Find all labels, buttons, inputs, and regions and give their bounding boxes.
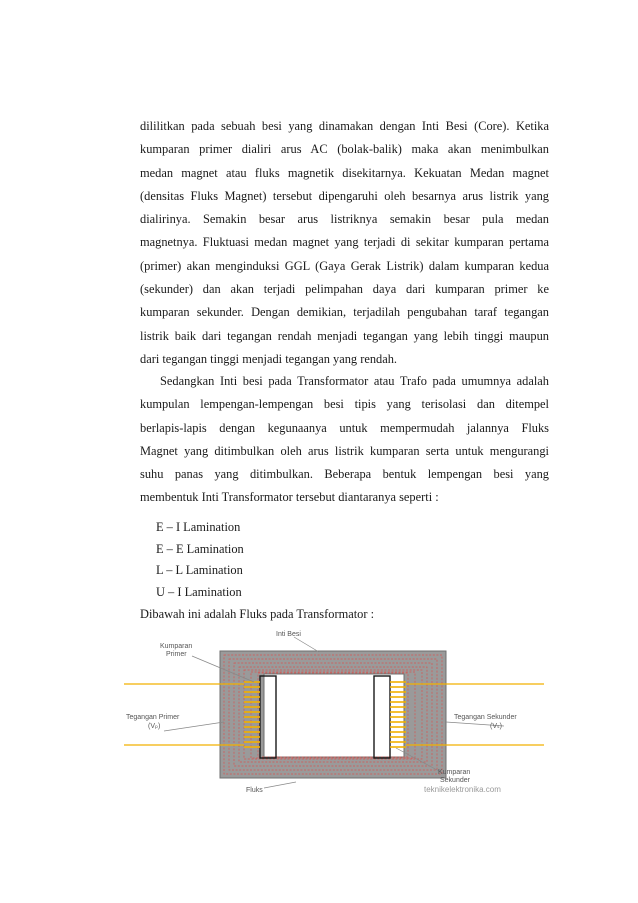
label-primary-voltage-1: Tegangan Primer (126, 714, 180, 721)
lamination-list (156, 517, 244, 603)
text-line: magnetnya. Fluktuasi medan magnet yang terjadi di sekitar kumparan pertama (140, 235, 549, 250)
paragraph-transformer-principle (140, 115, 549, 371)
text-line: kumpulan lempengan-lempengan besi tipis yang terisolasi dan ditempel (140, 397, 549, 412)
label-secondary-voltage-1: Tegangan Sekunder (454, 714, 517, 721)
label-secondary-coil-2: Sekunder (440, 777, 470, 784)
text-line: suhu panas yang ditimbulkan. Beberapa bentuk lempengan besi yang (140, 467, 549, 482)
label-secondary-coil-1: Kumparan (438, 769, 471, 776)
text-line: (densitas Fluks Magnet) tersebut dipengaruhi oleh besarnya arus listrik yang (140, 188, 549, 203)
list-item: U – I Lamination (156, 584, 242, 599)
text-line: dililitkan pada sebuah besi yang dinamakan dengan Inti Besi (Core). Ketika (140, 119, 549, 133)
label-primary-coil-2: Primer (166, 651, 187, 658)
label-secondary-voltage-2: (Vₛ) (490, 723, 502, 730)
text-line: kumparan primer dialiri arus AC (bolak-balik) maka akan menimbulkan (140, 142, 549, 157)
figure-caption: Dibawah ini adalah Fluks pada Transformator : (140, 607, 375, 621)
label-primary-coil-1: Kumparan (160, 643, 193, 650)
label-core: Inti Besi (276, 631, 301, 638)
text-line: (sekunder) dan akan terjadi pelimpahan daya dari kumparan primer ke (140, 282, 549, 297)
text-line: berlapis-lapis dengan kegunaanya untuk mempermudah jalannya Fluks (140, 420, 549, 435)
list-item: L – L Lamination (156, 563, 243, 577)
paragraph-iron-core (140, 370, 549, 510)
list-item: E – I Lamination (156, 520, 241, 534)
watermark-text: teknikelektronika.com (424, 785, 501, 794)
label-primary-voltage-2: (Vₚ) (148, 723, 161, 730)
iron-core (220, 651, 446, 778)
label-flux: Fluks (246, 787, 263, 794)
text-line: Magnet yang ditimbulkan oleh arus listrik kumparan serta untuk mengurangi (140, 443, 549, 458)
text-line: Sedangkan Inti besi pada Transformator atau Trafo pada umumnya adalah (160, 374, 549, 388)
transformer-flux-figure (124, 626, 544, 798)
text-line: medan magnet atau fluks magnetik disekitarnya. Kekuatan Medan magnet (140, 165, 549, 180)
text-line: kumparan sekunder. Dengan demikian, terjadilah pengubahan taraf tegangan (140, 305, 549, 320)
list-item: E – E Lamination (156, 541, 244, 556)
text-line: (primer) akan menginduksi GGL (Gaya Gerak Listrik) dalam kumparan kedua (140, 258, 549, 273)
text-line: listrik baik dari tegangan rendah menjadi tegangan yang lebih tinggi maupun (140, 328, 549, 343)
text-line: dialirinya. Semakin besar arus listriknya semakin besar pula medan (140, 212, 549, 227)
text-line: membentuk Inti Transformator tersebut diantaranya seperti : (140, 490, 439, 505)
text-line: dari tegangan tinggi menjadi tegangan yang rendah. (140, 351, 398, 366)
secondary-coil (374, 676, 406, 758)
